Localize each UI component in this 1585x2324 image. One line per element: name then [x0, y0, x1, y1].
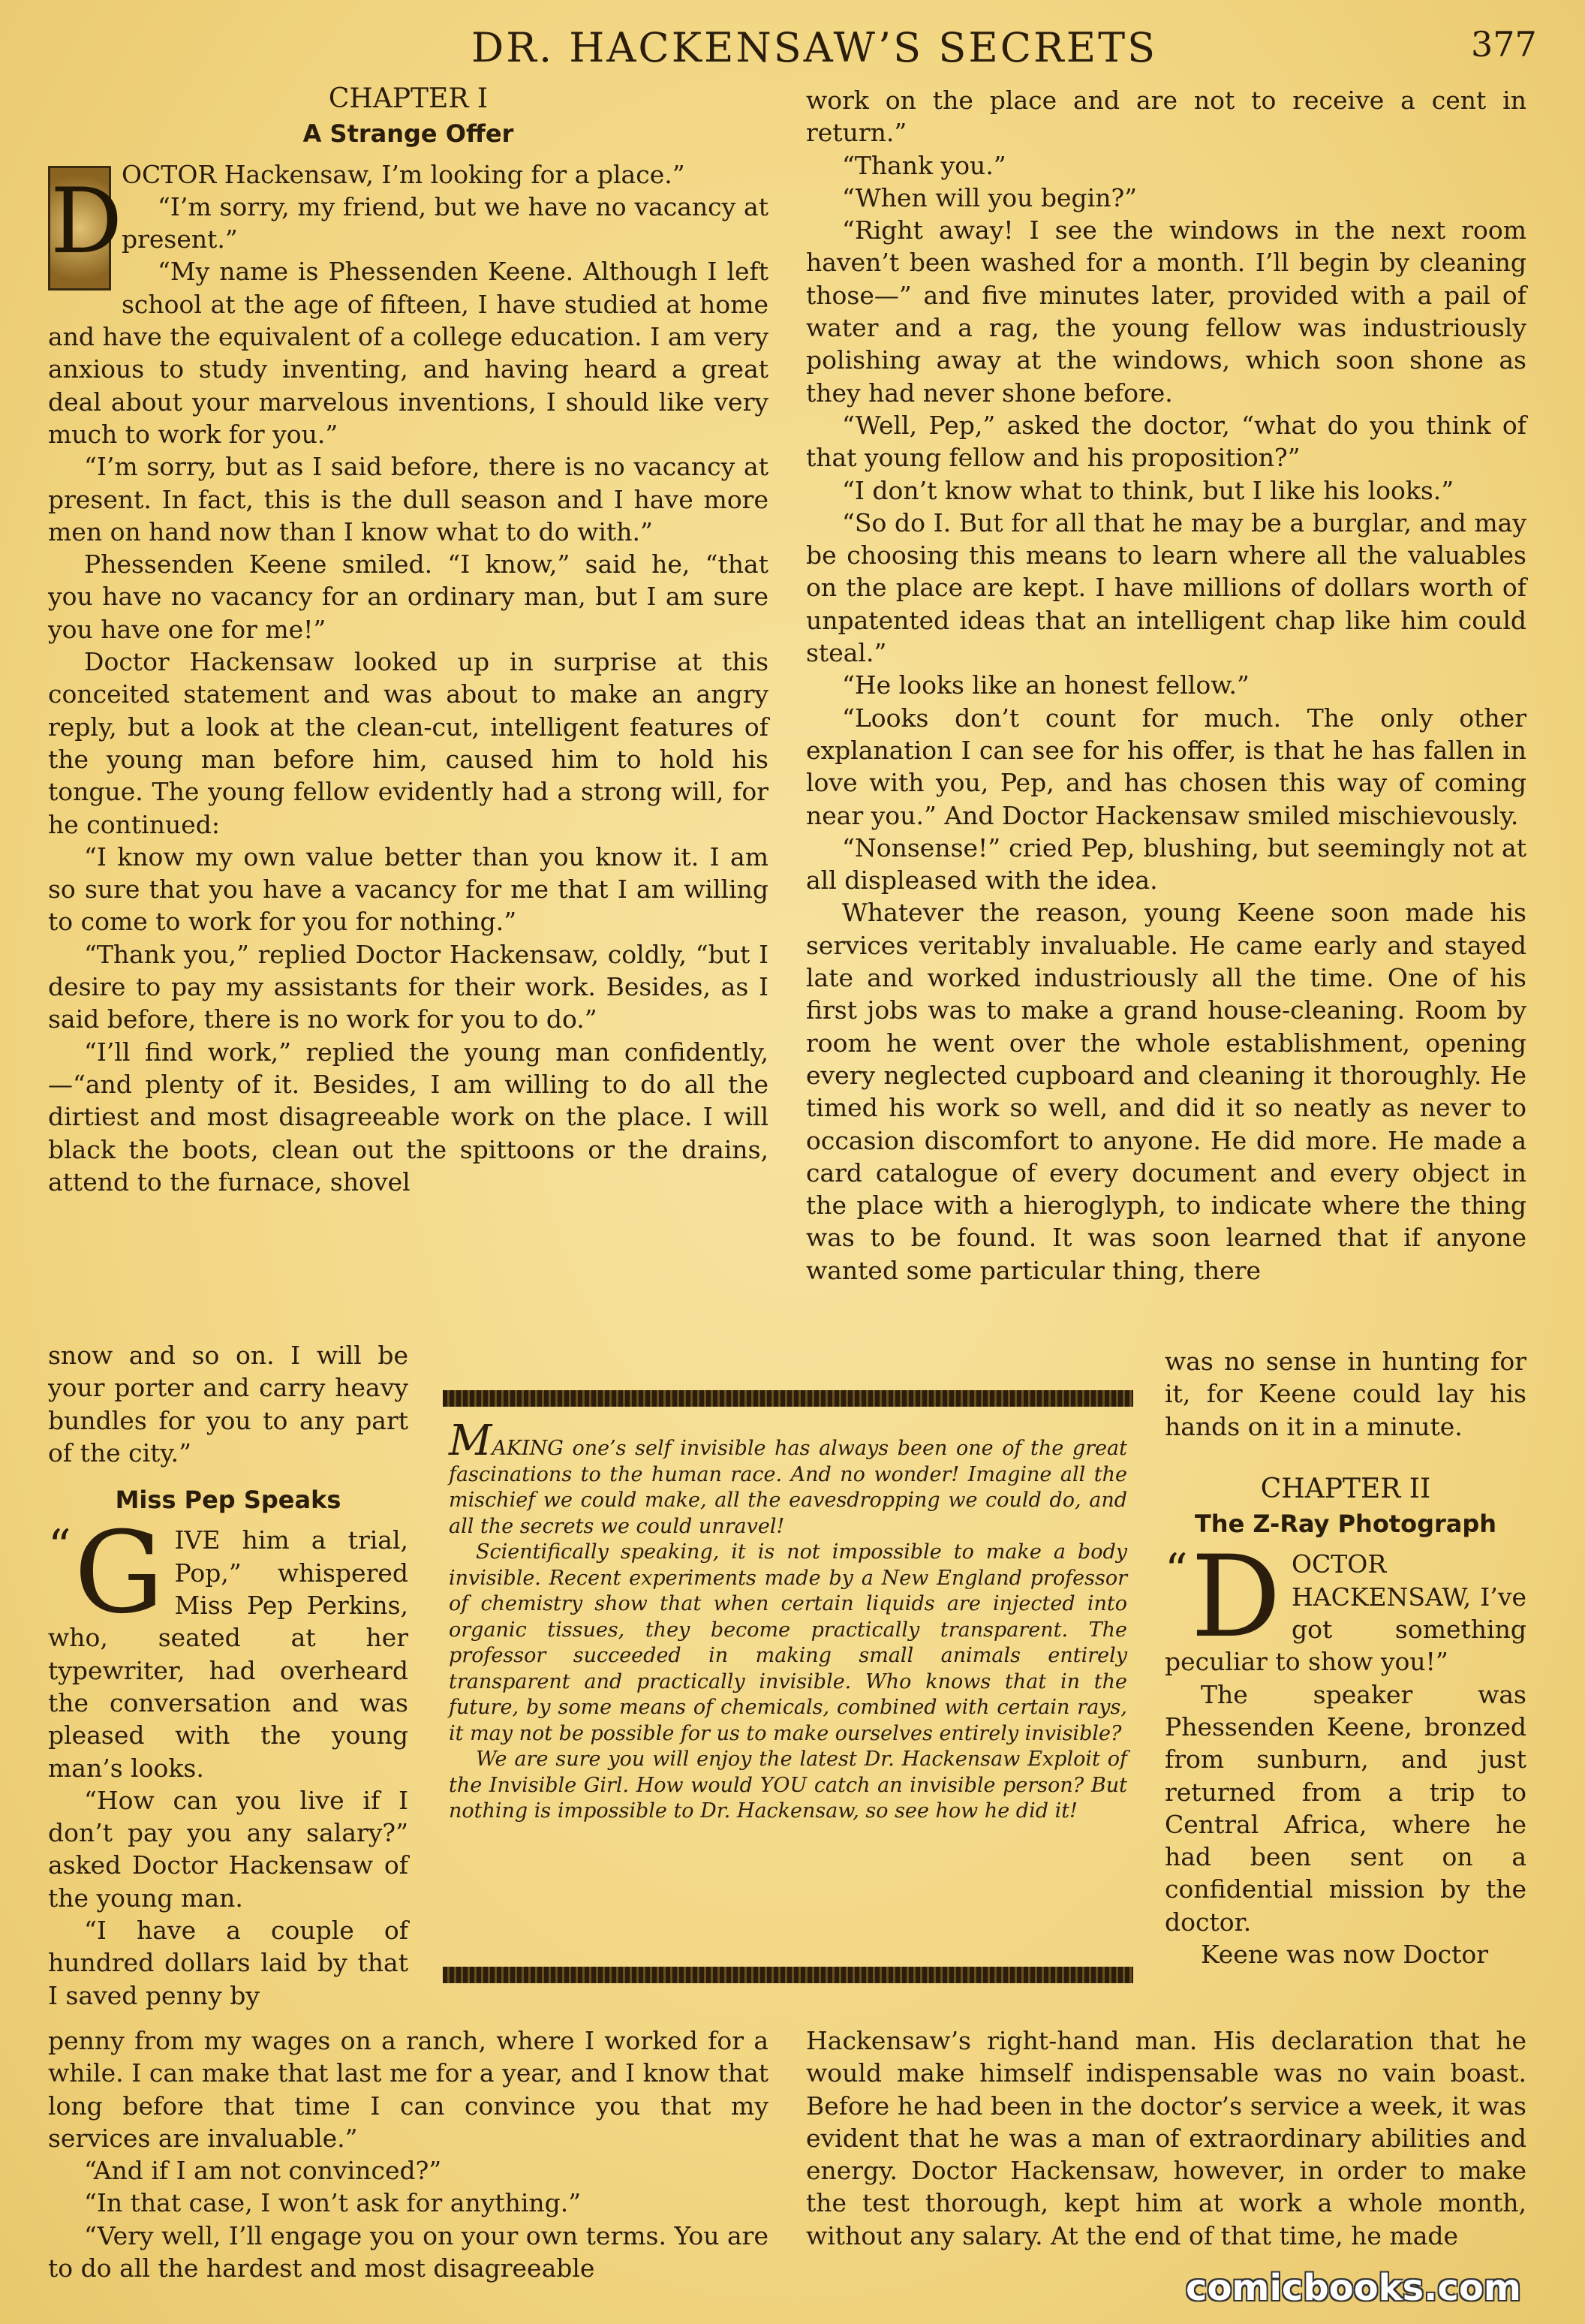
drop-cap: G [74, 1508, 164, 1639]
paragraph: MAKING one’s self invisible has always been one of the great fascinations to the human race. And no wonder! Imagine all the mischief we could make, all the eavesdropping we could do, and all the secrets we could unravel! [449, 1416, 1127, 1538]
right-column-narrow [1165, 1345, 1526, 1970]
chapter-heading: CHAPTER II [1260, 1473, 1431, 1504]
site-watermark: comicbooks.com [1186, 2267, 1521, 2309]
paragraph: “I have a couple of hundred dollars laid by that I saved penny by [48, 1916, 408, 2010]
section-subtitle: Miss Pep Speaks [115, 1486, 341, 1515]
ornamental-drop-cap: D [48, 166, 111, 290]
paragraph: “Nonsense!” cried Pep, blushing, but seemingly not at all displeased with the idea. [806, 832, 1526, 896]
open-quote: “ [48, 1520, 71, 1573]
paragraph: “So do I. But for all that he may be a burglar, and may be choosing this means to learn where all the valuables on the place are kept. I have millions of dollars worth of unpatented ideas that an intelligent chap like him could steal.” [806, 507, 1526, 668]
paragraph: penny from my wages on a ranch, where I worked for a while. I can make that last me for a year, and I know that long before that time I can convince you that my services are invaluable.” [48, 2026, 768, 2153]
decorative-border-bottom [443, 1967, 1133, 1983]
paragraph: “Right away! I see the windows in the next room haven’t been washed for a month. I’ll begin by cleaning those—” and five minutes later, provided with a pail of water and a rag, the young fellow was industriously polishing away at the windows, which soon shone as they had never shone before. [806, 215, 1526, 408]
paragraph: “Looks don’t count for much. The only other explanation I can see for his offer, is that he has fallen in love with you, Pep, and has chosen this way of coming near you.” And Doctor Hackensaw smiled mischievously. [806, 703, 1526, 830]
drop-cap: D [1190, 1532, 1281, 1663]
paragraph: We are sure you will enjoy the latest Dr. Hackensaw Exploit of the Invisible Girl. How would YOU catch an invisible person? But nothing is impossible to Dr. Hackensaw, so see how he did it! [449, 1748, 1127, 1823]
chapter-subtitle: The Z-Ray Photograph [1194, 1510, 1497, 1539]
chapter-heading: CHAPTER I [328, 83, 489, 114]
page-header [0, 17, 1585, 77]
paragraph: IVE him a trial, Pop,” whispered Miss Pep Perkins, who, seated at her typewriter, had overheard the conversation and was pleased with the young man’s looks. [48, 1525, 408, 1783]
left-column-bottom [48, 2024, 768, 2284]
paragraph: “Well, Pep,” asked the doctor, “what do you think of that young fellow and his proposition?” [806, 410, 1526, 473]
paragraph: “Thank you.” [842, 150, 1006, 180]
page-number: 377 [1471, 24, 1537, 65]
left-column-narrow [48, 1339, 408, 2012]
paragraph: “How can you live if I don’t pay you any salary?” asked Doctor Hackensaw of the young man. [48, 1785, 408, 1913]
paragraph: Scientifically speaking, it is not impossible to make a body invisible. Recent experiments made by a New England professor of chemistry show that when certain liquids are injected into organic tissues, they become practically transparent. The professor succeeded in making small animals entirely transparent and practically invisible. Who knows that in the future, by some means of chemicals, combined with certain rays, it may not be possible for us to make ourselves entirely invisible? [449, 1540, 1127, 1745]
paragraph: was no sense in hunting for it, for Keene could lay his hands on it in a minute. [1165, 1347, 1526, 1441]
paragraph: “He looks like an honest fellow.” [842, 670, 1250, 700]
paragraph: work on the place and are not to receive a cent in return.” [806, 86, 1526, 148]
paragraph: “My name is Phessenden Keene. Although I left school at the age of fifteen, I have studied at home and have the equivalent of a college education. I am very anxious to study inventing, and having heard a great deal about your marvelous inventions, I should like very much to work for you.” [48, 257, 768, 449]
inset-text [443, 1407, 1133, 1825]
paragraph: Keene was now Doctor [1201, 1940, 1489, 1970]
open-quote: “ [1165, 1544, 1188, 1597]
left-column-top [48, 83, 768, 1198]
drop-cap: M [449, 1416, 492, 1465]
paragraph: Phessenden Keene smiled. “I know,” said he, “that you have no vacancy for an ordinary man, but I am sure you have one for me!” [48, 549, 768, 644]
right-column-top [806, 84, 1526, 1287]
paragraph: “When will you begin?” [842, 182, 1138, 212]
paragraph: “I’m sorry, but as I said before, there is no vacancy at present. In fact, this is the dull season and I have more men on hand now than I know what to do with.” [48, 452, 768, 546]
running-title: DR. HACKENSAW’S SECRETS [471, 24, 1158, 71]
paragraph: Hackensaw’s right-hand man. His declaration that he would make himself indispensable was no vain boast. Before he had been in the doctor’s service a week, it was evident that he was a man of extraordinary abilities and energy. Doctor Hackensaw, however, in order to make the test thorough, kept him at work a whole month, without any salary. At the end of that time, he made [806, 2026, 1526, 2250]
paragraph: “Thank you,” replied Doctor Hackensaw, coldly, “but I desire to pay my assistants for their work. Besides, as I said before, there is no work for you to do.” [48, 939, 768, 1034]
paragraph: The speaker was Phessenden Keene, bronzed from sunburn, and just returned from a trip to Central Africa, where he had been sent on a confidential mission by the doctor. [1165, 1679, 1526, 1937]
paragraph: Doctor Hackensaw looked up in surprise at this conceited statement and was about to make an angry reply, but a look at the clean-cut, intelligent features of the young man before him, caused him to hold his tongue. The young fellow evidently had a strong will, for he continued: [48, 647, 768, 839]
paragraph: “I’ll find work,” replied the young man confidently,—“and plenty of it. Besides, I am willing to do all the dirtiest and most disagreeable work on the place. I will black the boots, clean out the spittoons or the drains, attend to the furnace, shovel [48, 1037, 768, 1197]
right-column-bottom [806, 2024, 1526, 2252]
decorative-border-top [443, 1390, 1133, 1407]
paragraph: OCTOR Hackensaw, I’m looking for a place.” [122, 159, 685, 189]
paragraph: snow and so on. I will be your porter and carry heavy bundles for you to any part of the city.” [48, 1341, 408, 1468]
chapter-subtitle: A Strange Offer [302, 119, 514, 149]
paragraph: “I’m sorry, my friend, but we have no vacancy at present.” [122, 191, 768, 254]
paragraph: “And if I am not convinced?” [84, 2156, 442, 2186]
paragraph: “In that case, I won’t ask for anything.” [84, 2188, 582, 2218]
paragraph: “I know my own value better than you know it. I am so sure that you have a vacancy for me that I am willing to come to work for you for nothing.” [48, 841, 768, 937]
paragraph: OCTOR HACKENSAW, I’ve got something peculiar to show you!” [1165, 1549, 1526, 1677]
paragraph: Whatever the reason, young Keene soon made his services veritably invaluable. He came early and stayed late and worked industriously all the time. One of his first jobs was to make a grand house-cleaning. Room by room he went over the whole establishment, opening every neglected cupboard and cleaning it thoroughly. He timed his work so well, and did it so neatly as never to occasion discomfort to anyone. He did more. He made a card catalogue of every document and every object in the place with a hieroglyph, to indicate where the thing was to be found. It was soon learned that if anyone wanted some particular thing, there [806, 898, 1526, 1285]
paragraph: “Very well, I’ll engage you on your own terms. You are to do all the hardest and most disagreeable [48, 2220, 768, 2283]
editorial-inset-box [443, 1390, 1133, 1983]
paragraph: “I don’t know what to think, but I like his looks.” [842, 475, 1454, 505]
